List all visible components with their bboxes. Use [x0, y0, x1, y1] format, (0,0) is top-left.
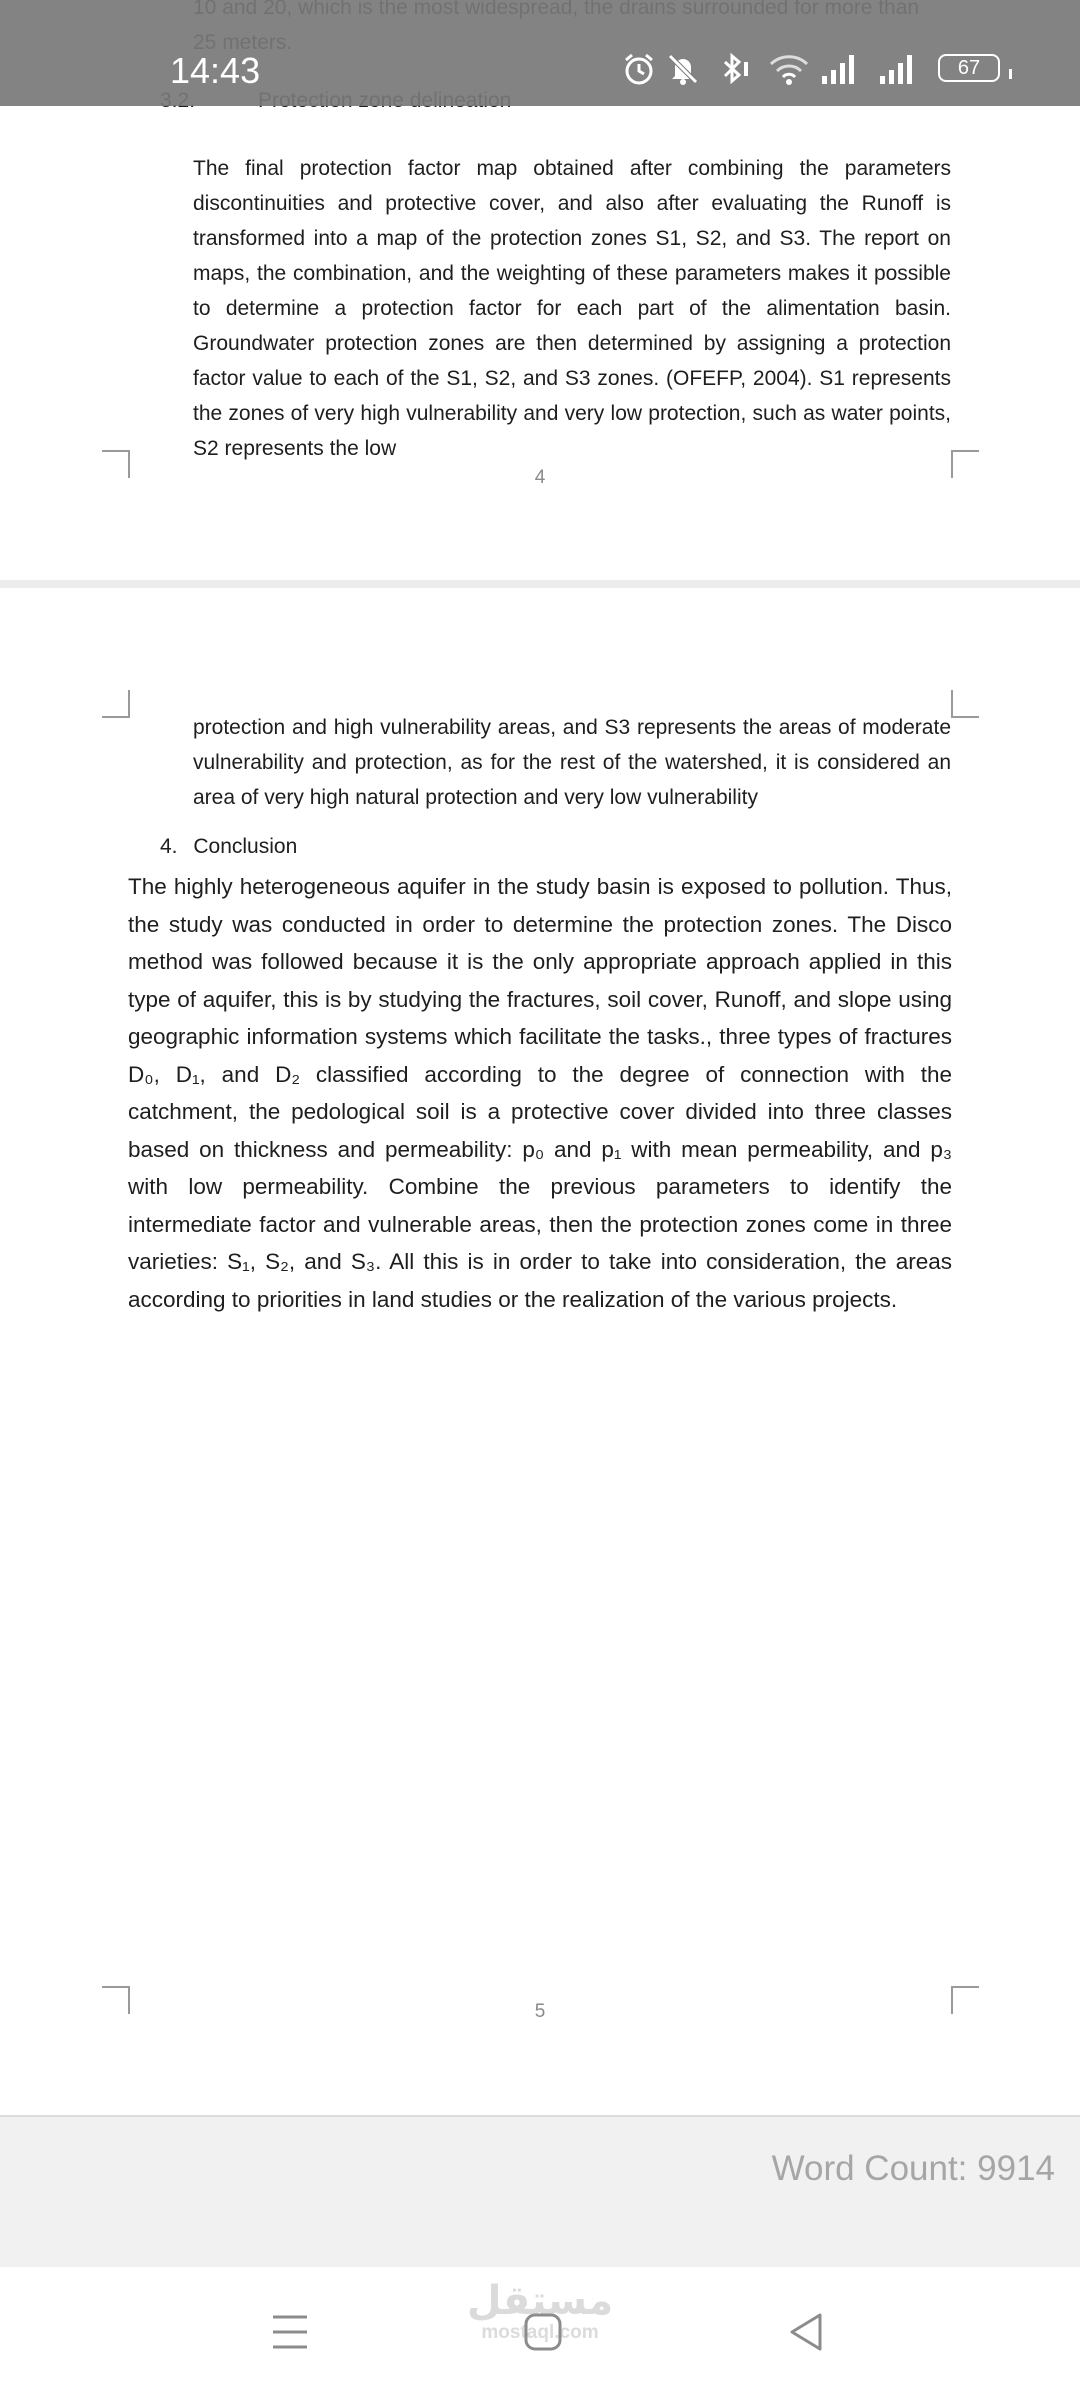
document-page-5 — [0, 588, 1080, 2113]
bluetooth-icon — [718, 52, 752, 94]
status-bar — [0, 0, 1080, 106]
battery-icon — [938, 54, 1012, 90]
conclusion-paragraph: The highly heterogeneous aquifer in the study basin is exposed to pollution. Thus, the study was conducted in order to determine the protection zones. The Disco method was followed because it is the only appropriate approach applied in this type of aquifer, this is by studying the fractures, soil cover, Runoff, and slope using geographic information systems which facilitate the tasks., three types of fractures D₀, D₁, and D₂ classified according to the degree of connection with the catchment, the pedological soil is a protective cover divided into three classes based on thickness and permeability: p₀ and p₁ with mean permeability, and p₃ with low permeability. Combine the previous parameters to identify the intermediate factor and vulnerable areas, then the protection zones come in three varieties: S₁, S₂, and S₃. All this is in order to take into consideration, the areas according to priorities in land studies or the realization of the various projects. — [128, 874, 952, 1312]
margin-corner-top-right — [951, 1986, 979, 2014]
watermark-logo — [460, 2279, 620, 2343]
margin-corner-bottom-left — [102, 690, 130, 718]
signal-icon — [878, 52, 920, 94]
heading-title: Conclusion — [193, 835, 298, 858]
wifi-icon — [768, 52, 810, 94]
signal-icon — [820, 52, 862, 94]
margin-corner-top-left — [102, 450, 130, 478]
alarm-icon — [622, 52, 656, 94]
protection-paragraph: The final protection factor map obtained after combining the parameters discontinuities and protective cover, and also after evaluating the Runoff is transformed into a map of the protection zones S1, S2, and S3. The report on maps, the combination, and the weighting of these parameters makes it possible to determine a protection factor for each part of the alimentation basin. Groundwater protection zones are then determined by assigning a protection factor value to each of the S1, S2, and S3 zones. (OFEFP, 2004). S1 represents the zones of very high vulnerability and very low protection, such as water points, S2 represents the low — [193, 157, 951, 460]
heading-number: 4. — [160, 835, 178, 858]
word-count-label: Word Count: 9914 — [771, 2149, 1055, 2188]
page-number-5: 5 — [534, 2001, 546, 2022]
page-number-4: 4 — [534, 467, 546, 488]
navigation-bar — [0, 2267, 1080, 2400]
back-icon[interactable] — [786, 2311, 826, 2353]
battery-level: 67 — [957, 57, 981, 79]
page-separator — [0, 580, 1080, 588]
word-count-panel — [0, 2115, 1080, 2267]
continuation-paragraph: protection and high vulnerability areas, and S3 represents the areas of moderate vulnerability and protection, as for the rest of the watershed, it is considered an area of very high natural protection and very low vulnerability — [193, 716, 951, 809]
margin-corner-top-left — [102, 1986, 130, 2014]
margin-corner-top-right — [951, 450, 979, 478]
conclusion-heading — [160, 832, 297, 862]
status-time: 14:43 — [170, 50, 261, 91]
margin-corner-bottom-right — [951, 690, 979, 718]
watermark-latin: mostaql.com — [481, 2322, 599, 2343]
mute-icon — [666, 52, 700, 94]
recent-apps-icon[interactable] — [270, 2312, 310, 2352]
watermark-arabic: مستقل — [466, 2278, 614, 2324]
